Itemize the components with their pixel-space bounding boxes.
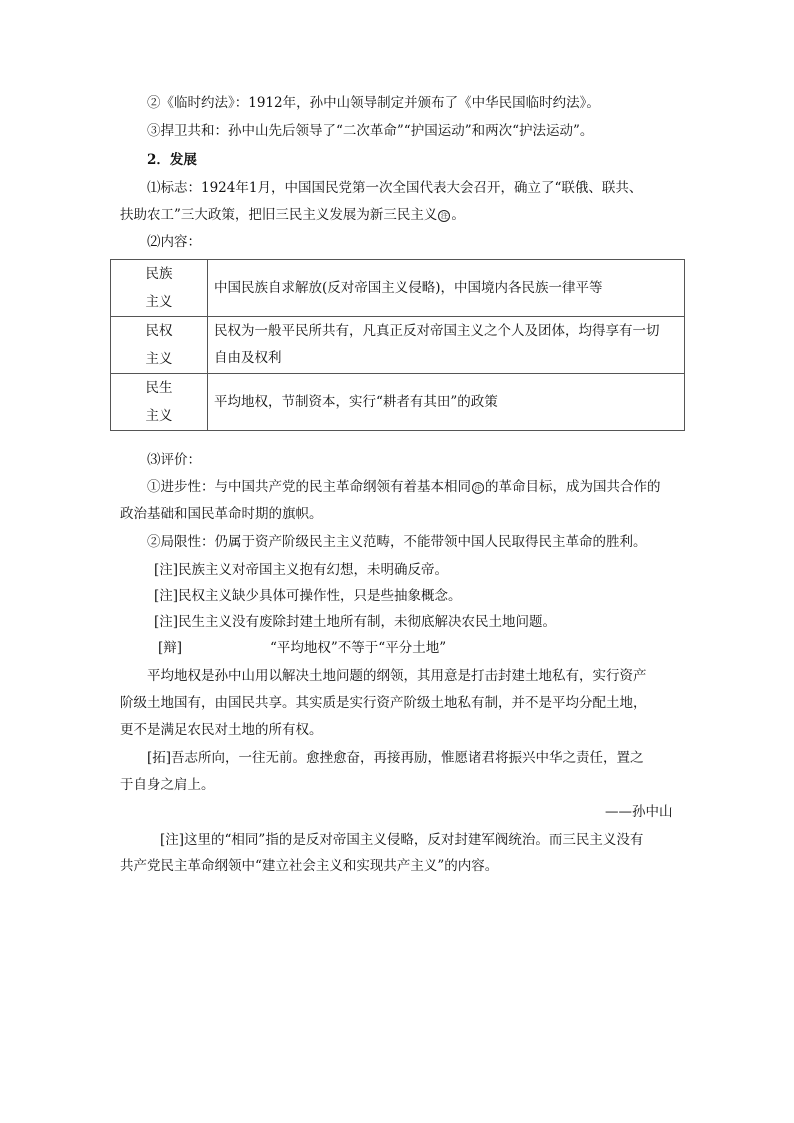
principle-name-line1: 民权 [145,323,173,339]
quote-line2: 于自身之肩上。 [120,777,215,793]
paragraph-sign-line1: ⑴标志：1924年1月，中国国民党第一次全国代表大会召开，确立了“联俄、联共、 [147,180,643,196]
evaluation-progress-line2: 政治基础和国民革命时期的旗帜。 [120,506,323,522]
note-marker-icon: 注 [438,210,450,222]
principle-name-line1: 民族 [145,266,173,282]
evaluation-progress-line1 [147,477,661,497]
evaluation-limitation: ②局限性：仍属于资产阶级民主主义范畴，不能带领中国人民取得民主革命的胜利。 [147,534,647,550]
table-cell-desc [208,260,685,317]
principle-name-line2: 主义 [145,294,173,310]
note-livelihood: [注]民生主义没有废除封建土地所有制，未彻底解决农民土地问题。 [154,614,557,630]
table-cell-name [111,260,208,317]
paragraph-sign-end: 。 [451,207,465,223]
principle-desc-line1: 中国民族自求解放(反对帝国主义侵略)，中国境内各民族一律平等 [214,279,603,296]
footnote-line1: [注]这里的“相同”指的是反对帝国主义侵略，反对封建军阀统治。而三民主义没有 [160,832,644,848]
principle-name-line2: 主义 [145,351,173,367]
principle-desc-line2: 自由及权利 [214,350,282,366]
table-cell-desc [208,374,685,431]
principle-name-line1: 民生 [145,380,173,396]
section-heading-development: 2．发展 [147,152,197,168]
table-row [111,260,685,317]
table-cell-name [111,317,208,374]
quote-author: ——孙中山 [605,804,673,820]
principle-desc-line1: 民权为一般平民所共有，凡真正反对帝国主义之个人及团体，均得享有一切 [214,323,660,339]
table-row [111,374,685,431]
debate-title: “平均地权”不等于“平分土地” [270,640,447,656]
principle-desc-line1: 平均地权，节制资本，实行“耕者有其田”的政策 [214,393,498,410]
paragraph-provisional-constitution: ②《临时约法》：1912年，孙中山领导制定并颁布了《中华民国临时约法》。 [147,95,600,111]
evaluation-progress-text: ①进步性：与中国共产党的民主革命纲领有着基本相同 [147,479,471,495]
quote-line1: [拓]吾志所向，一往无前。愈挫愈奋，再接再励，惟愿诸君将振兴中华之责任，置之 [147,750,644,766]
table-cell-desc [208,317,685,374]
note-marker-icon: 注 [472,482,484,494]
table-row [111,317,685,374]
paragraph-defend-republic: ③捍卫共和：孙中山先后领导了“二次革命”“护国运动”和两次“护法运动”。 [147,123,594,139]
note-nationalism: [注]民族主义对帝国主义抱有幻想，未明确反帝。 [154,562,449,578]
footnote-line2: 共产党民主革命纲领中“建立社会主义和实现共产主义”的内容。 [120,858,499,874]
three-principles-table [110,259,685,431]
paragraph-sign-text: 扶助农工”三大政策，把旧三民主义发展为新三民主义 [120,207,438,223]
paragraph-sign-line2 [120,205,465,225]
principle-name-line2: 主义 [145,408,173,424]
debate-tag: [辩] [158,640,183,656]
debate-body-line3: 更不是满足农民对土地的所有权。 [120,722,323,738]
debate-body-line2: 阶级土地国有，由国民共享。其实质是实行资产阶级土地私有制，并不是平均分配土地， [120,695,647,711]
debate-body-line1: 平均地权是孙中山用以解决土地问题的纲领，其用意是打击封建土地私有，实行资产 [147,668,647,684]
evaluation-heading: ⑶评价： [147,452,201,468]
evaluation-progress-text-cont: 的革命目标，成为国共合作的 [485,479,661,495]
note-democracy: [注]民权主义缺少具体可操作性，只是些抽象概念。 [154,588,462,604]
paragraph-content-heading: ⑵内容： [147,234,201,250]
table-cell-name [111,374,208,431]
